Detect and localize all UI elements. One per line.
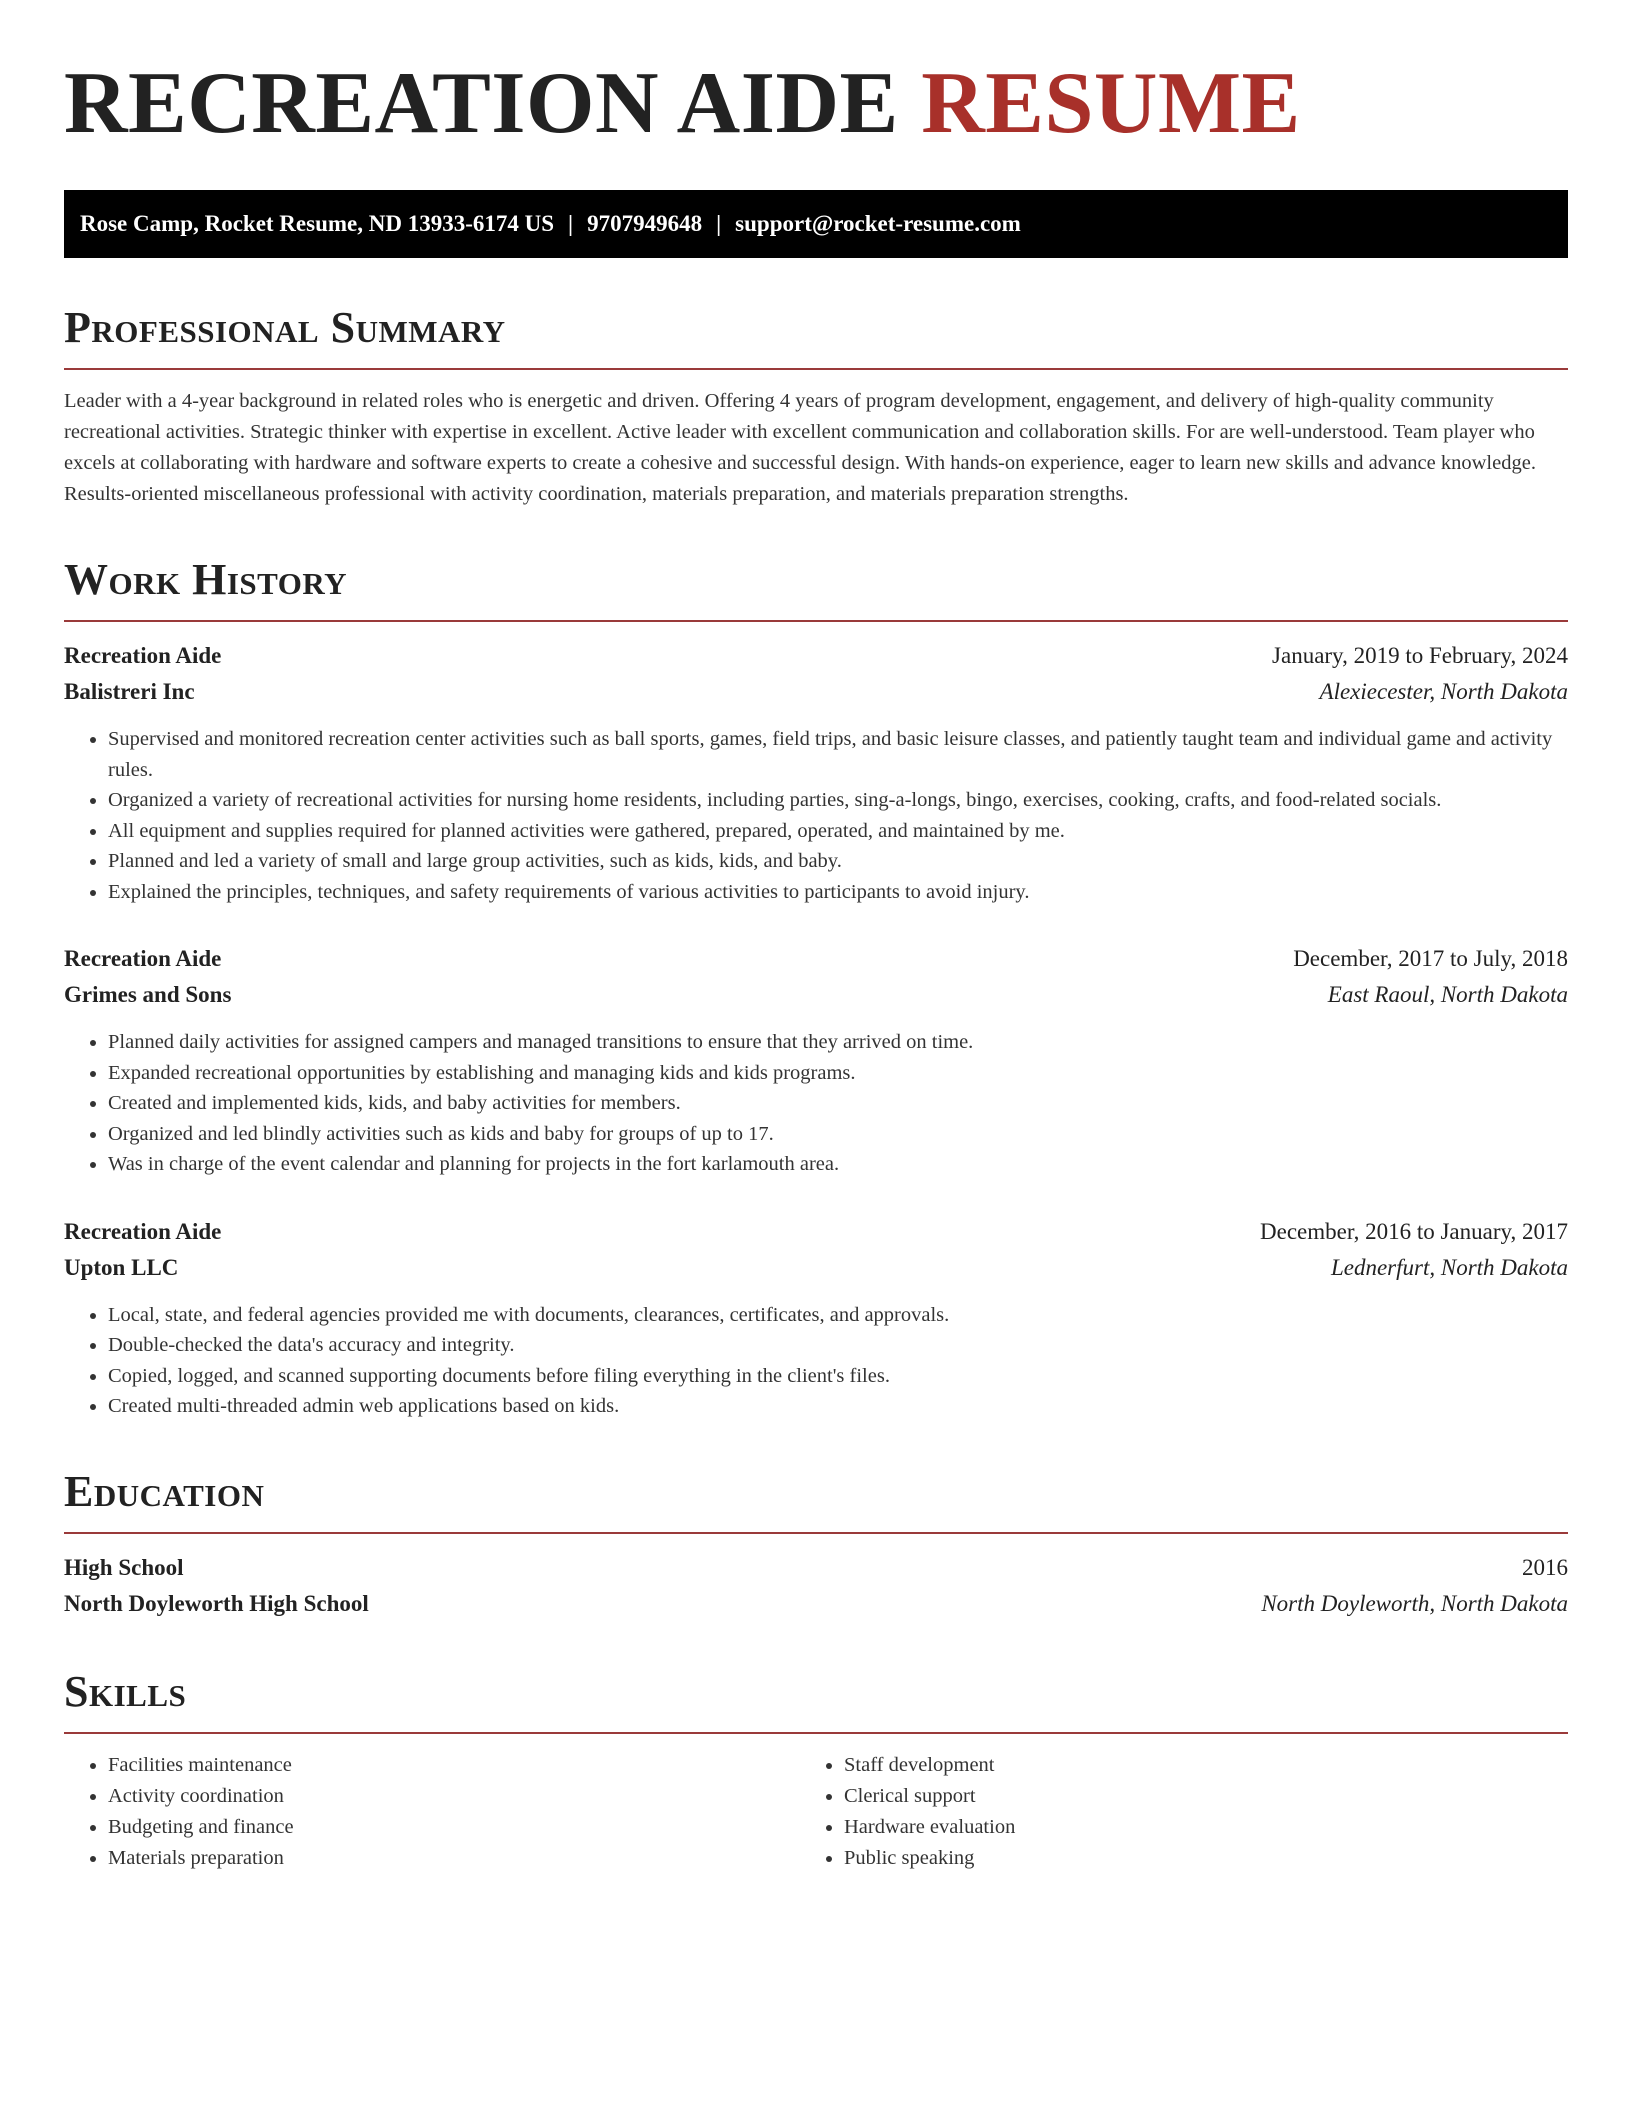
title-accent: RESUME [921,55,1301,152]
job-dates: January, 2019 to February, 2024 [1272,643,1568,668]
job-entry [64,1214,1568,1422]
education-degree: High School [64,1554,184,1580]
skills-column-right [800,1750,1536,1874]
job-location: East Raoul, North Dakota [1327,982,1568,1007]
skills-columns [64,1750,1568,1874]
skill-item: • Activity coordination [108,1781,800,1812]
job-location: Alexiecester, North Dakota [1319,679,1568,704]
job-bullet: • Local, state, and federal agencies provided me with documents, clearances, certificates, and approvals. [108,1300,1568,1331]
skill-item: • Hardware evaluation [844,1812,1536,1843]
contact-separator: | [568,211,574,236]
job-title: Recreation Aide [64,643,222,668]
section-heading: Skills [64,1666,187,1716]
contact-bar [64,190,1568,258]
title-main: RECREATION AIDE [64,55,899,152]
job-title: Recreation Aide [64,1218,222,1244]
section-divider [64,1532,1568,1534]
section-heading: Education [64,1466,265,1516]
education-year: 2016 [1522,1554,1568,1580]
skill-item: • Public speaking [844,1843,1536,1874]
job-subheader [64,977,1568,1013]
job-bullet: • Planned and led a variety of small and large group activities, such as kids, kids, and baby. [108,846,1568,877]
contact-separator: | [716,211,722,236]
job-bullet: • Planned daily activities for assigned campers and managed transitions to ensure that they arrived on time. [108,1027,1568,1058]
education-subheader [64,1586,1568,1622]
job-dates: December, 2017 to July, 2018 [1293,946,1568,971]
contact-address: Rose Camp, Rocket Resume, ND 13933-6174 US [80,211,555,236]
job-bullet: • Supervised and monitored recreation center activities such as ball sports, games, field trips, and basic leisure classes, and patiently taught team and individual game and activity rules. [108,724,1568,785]
job-entry [64,941,1568,1180]
skill-item: • Facilities maintenance [108,1750,800,1781]
contact-email: support@rocket-resume.com [735,211,1021,236]
education-header [64,1550,1568,1586]
skills-section [64,1666,1568,1874]
section-divider [64,620,1568,622]
skill-item: • Materials preparation [108,1843,800,1874]
job-company: Upton LLC [64,1254,179,1280]
job-bullet: • All equipment and supplies required for planned activities were gathered, prepared, operated, and maintained by me. [108,816,1568,847]
skill-item: • Budgeting and finance [108,1812,800,1843]
job-subheader [64,674,1568,710]
education-school: North Doyleworth High School [64,1590,369,1616]
job-bullets [64,724,1568,907]
education-location: North Doyleworth, North Dakota [1261,1590,1568,1616]
education-section [64,1466,1568,1622]
section-heading: Professional Summary [64,303,506,352]
job-dates: December, 2016 to January, 2017 [1260,1218,1568,1244]
job-bullet: • Organized and led blindly activities such as kids and baby for groups of up to 17. [108,1119,1568,1150]
job-bullet: • Organized a variety of recreational activities for nursing home residents, including parties, sing-a-longs, bingo, exercises, cooking, crafts, and food-related socials. [108,785,1568,816]
job-bullets [64,1027,1568,1180]
section-heading: Work History [64,555,348,604]
job-bullet: • Created multi-threaded admin web applications based on kids. [108,1391,1568,1422]
job-subheader [64,1250,1568,1286]
job-bullet: • Expanded recreational opportunities by establishing and managing kids and kids programs. [108,1058,1568,1089]
job-header [64,941,1568,977]
job-company: Balistreri Inc [64,679,195,704]
job-bullet: • Was in charge of the event calendar and planning for projects in the fort karlamouth area. [108,1149,1568,1180]
work-history-section [64,554,1568,1422]
job-header [64,1214,1568,1250]
section-divider [64,1732,1568,1734]
job-bullet: • Copied, logged, and scanned supporting documents before filing everything in the client's files. [108,1361,1568,1392]
job-title: Recreation Aide [64,946,222,971]
professional-summary-section [64,302,1568,510]
skill-item: • Staff development [844,1750,1536,1781]
resume-title [64,56,1568,152]
job-location: Lednerfurt, North Dakota [1330,1254,1568,1280]
job-bullet: • Double-checked the data's accuracy and integrity. [108,1330,1568,1361]
section-divider [64,368,1568,370]
job-bullet: • Explained the principles, techniques, and safety requirements of various activities to participants to avoid injury. [108,877,1568,908]
summary-text: Leader with a 4-year background in related roles who is energetic and driven. Offering 4 years of program development, engagement, and delivery of high-quality community recreational activities. Strategic thinker with expertise in excellent. Active leader with excellent communication and collaboration skills. For are well-understood. Team player who excels at collaborating with hardware and software experts to create a cohesive and successful design. With hands-on experience, eager to learn new skills and advance knowledge. Results-oriented miscellaneous professional with activity coordination, materials preparation, and materials preparation strengths. [64,390,1536,505]
job-company: Grimes and Sons [64,982,232,1007]
job-entry [64,638,1568,907]
skills-column-left [64,1750,800,1874]
job-header [64,638,1568,674]
contact-phone: 9707949648 [587,211,703,236]
job-bullet: • Created and implemented kids, kids, and baby activities for members. [108,1088,1568,1119]
job-bullets [64,1300,1568,1422]
skill-item: • Clerical support [844,1781,1536,1812]
